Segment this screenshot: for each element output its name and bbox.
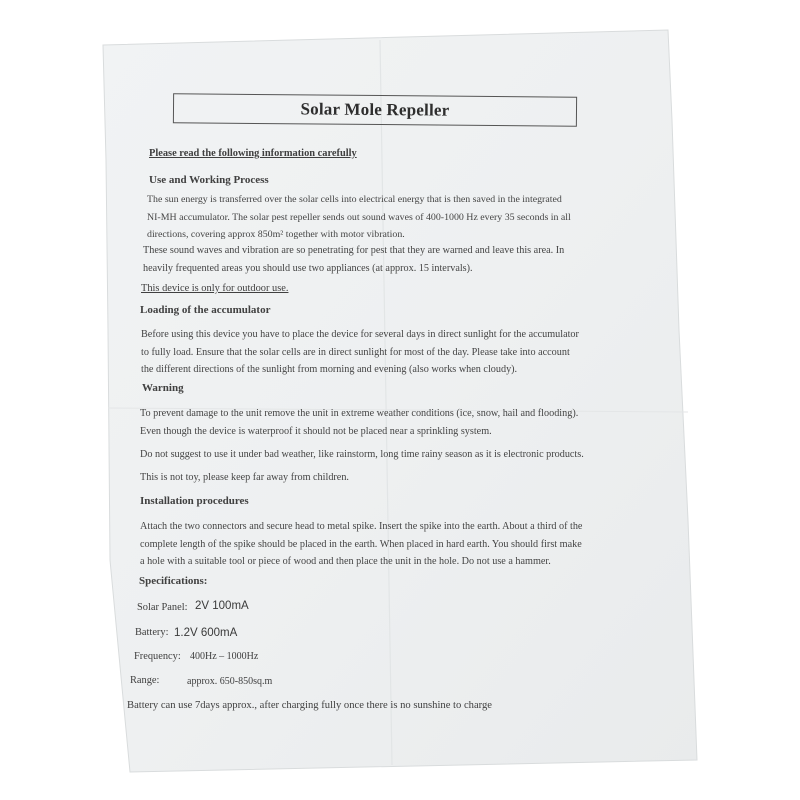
document-title: Solar Mole Repeller: [300, 99, 450, 120]
spec-range-value: approx. 650-850sq.m: [187, 676, 273, 687]
spec-frequency-label: Frequency:: [134, 651, 181, 662]
outdoor-notice: This device is only for outdoor use.: [141, 283, 289, 294]
paragraph-warning-1: [140, 405, 578, 440]
text-line: These sound waves and vibration are so penetrating for pest that they are warned and leave this area. In: [143, 245, 565, 256]
section-heading-loading: Loading of the accumulator: [140, 304, 271, 316]
text-line: directions, covering approx 850m² together with motor vibration.: [147, 229, 405, 240]
spec-frequency-value: 400Hz – 1000Hz: [190, 651, 259, 662]
paragraph-warning-2: [140, 446, 584, 464]
section-heading-use: Use and Working Process: [149, 174, 269, 186]
text-line: to fully load. Ensure that the solar cells are in direct sunlight for most of the day. Please take into account: [141, 346, 570, 358]
battery-note: Battery can use 7days approx., after charging fully once there is no sunshine to charge: [127, 700, 492, 711]
text-line: To prevent damage to the unit remove the unit in extreme weather conditions (ice, snow, hail and flooding).: [140, 408, 579, 419]
text-line: Do not suggest to use it under bad weather, like rainstorm, long time rainy season as it is electronic products.: [140, 449, 584, 460]
spec-solar-label: Solar Panel:: [137, 602, 188, 613]
text-line: The sun energy is transferred over the solar cells into electrical energy that is then saved in the integrated: [147, 194, 562, 205]
text-line: complete length of the spike should be placed in the earth. When placed in hard earth. You should first make: [140, 538, 582, 550]
spec-battery-label: Battery:: [135, 627, 169, 638]
text-line: NI-MH accumulator. The solar pest repeller sends out sound waves of 400-1000 Hz every 35 seconds in all: [147, 211, 571, 223]
paragraph-warning-3: [140, 469, 349, 487]
paragraph-use-1: [147, 191, 571, 244]
text-line: the different directions of the sunlight from morning and evening (also works when cloudy).: [141, 364, 518, 375]
spec-solar-value: 2V 100mA: [195, 600, 249, 612]
section-heading-install: Installation procedures: [140, 495, 249, 507]
spec-battery-value: 1.2V 600mA: [174, 627, 238, 639]
section-heading-specs: Specifications:: [139, 575, 208, 587]
text-line: Attach the two connectors and secure head to metal spike. Insert the spike into the earth. About a third of the: [140, 521, 583, 532]
paragraph-install: [140, 518, 582, 571]
spec-range-label: Range:: [130, 675, 160, 686]
paragraph-loading: [141, 326, 579, 379]
section-heading-warning: Warning: [142, 382, 184, 394]
text-line: heavily frequented areas you should use two appliances (at approx. 15 intervals).: [143, 262, 473, 274]
text-line: Even though the device is waterproof it should not be placed near a sprinkling system.: [140, 425, 492, 437]
title-box: [173, 93, 577, 127]
text-line: Before using this device you have to place the device for several days in direct sunlight for the accumulator: [141, 329, 579, 340]
intro-notice: Please read the following information carefully: [149, 148, 357, 159]
text-line: a hole with a suitable tool or piece of wood and then place the unit in the hole. Do not use a hammer.: [140, 556, 551, 567]
text-line: This is not toy, please keep far away from children.: [140, 472, 349, 483]
paragraph-use-2: [143, 242, 564, 277]
